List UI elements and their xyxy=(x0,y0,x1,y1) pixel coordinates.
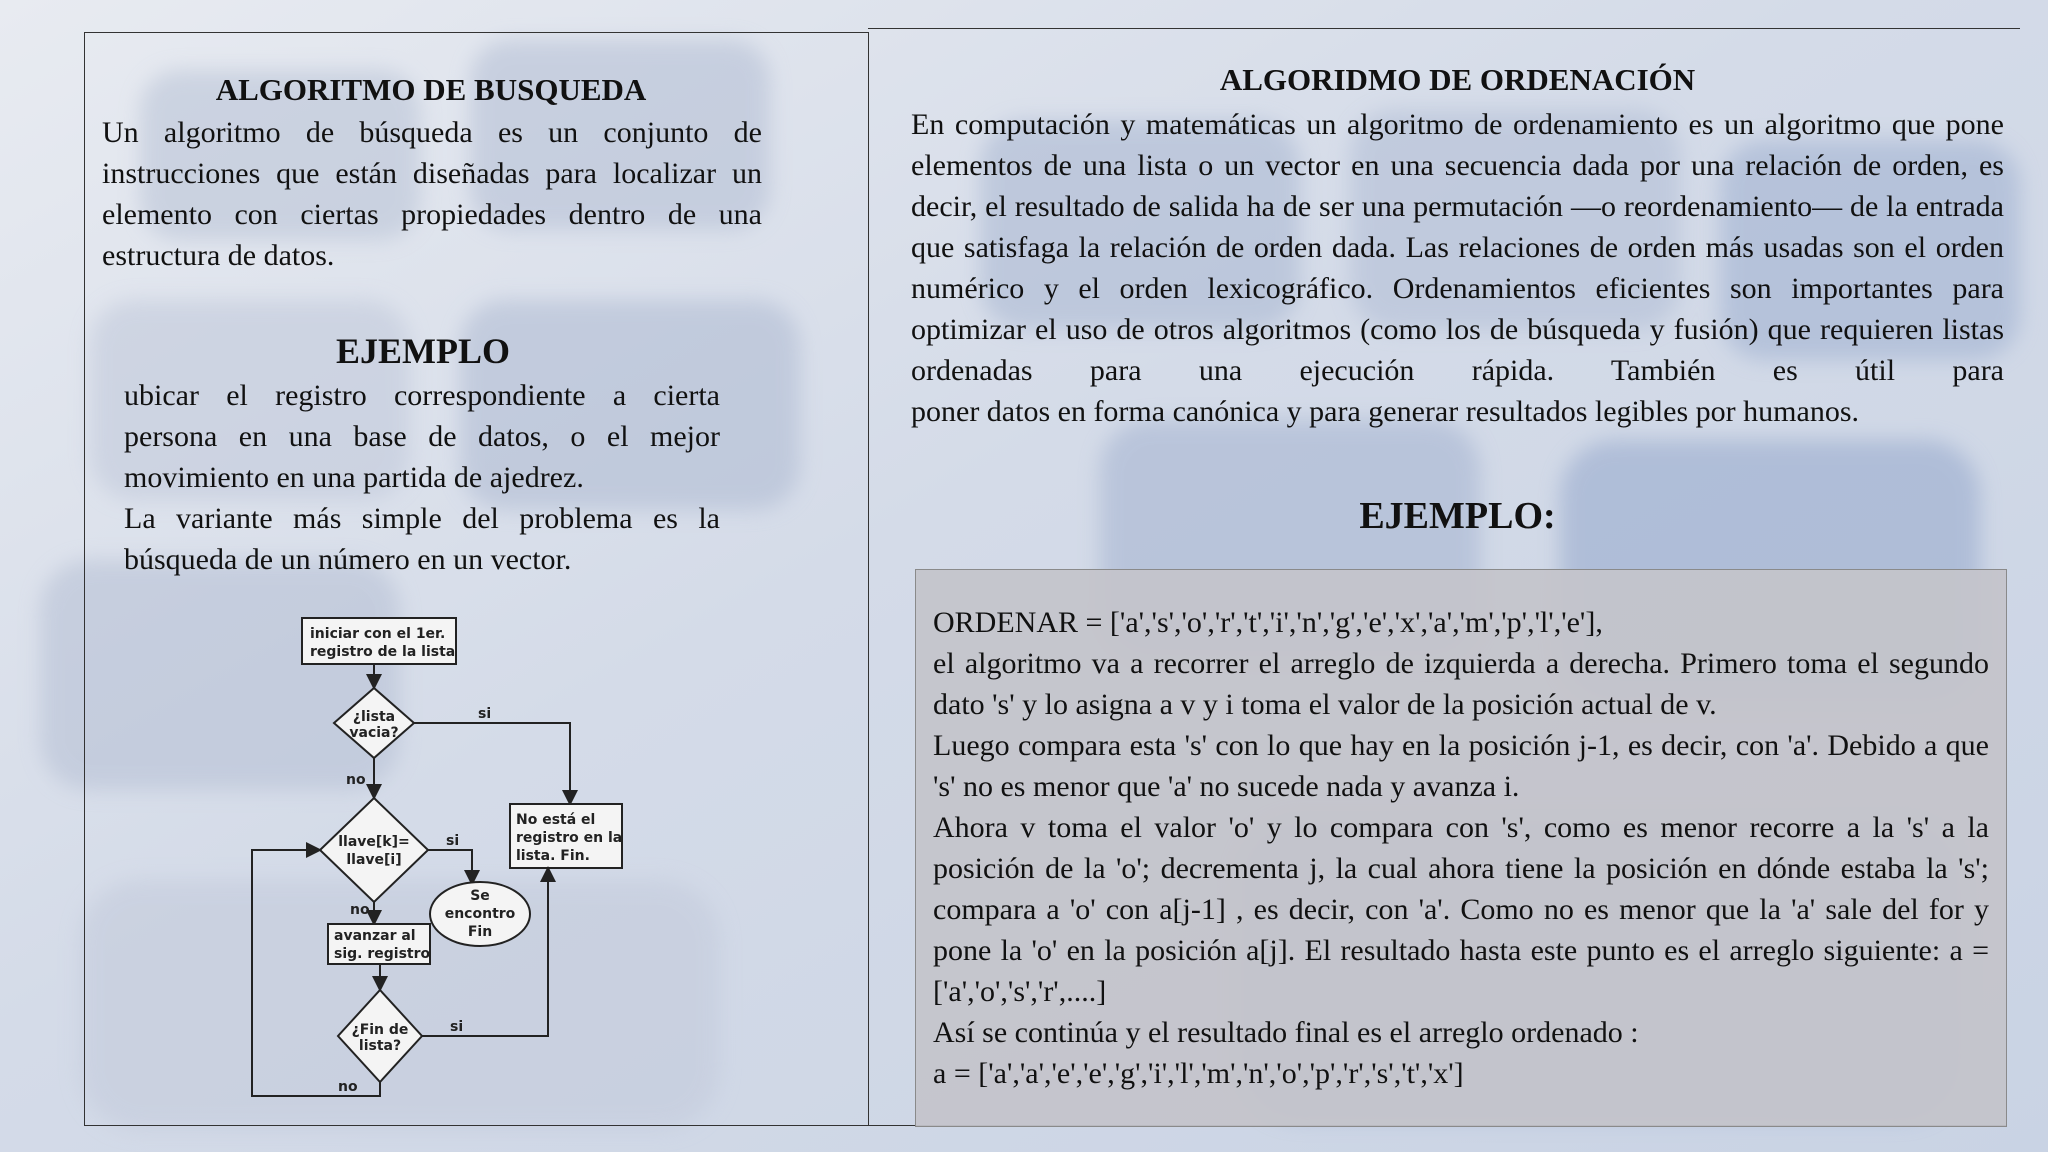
sorting-example-text xyxy=(933,602,1989,1094)
search-algorithm-intro: Un algoritmo de búsqueda es un conjunto de instrucciones que están diseñadas para localizar un elemento con ciertas propiedades dentro de una estructura de datos. xyxy=(102,116,762,272)
flow-found-text-1: Se xyxy=(470,888,490,904)
sorting-example-step-4: Así se continúa y el resultado final es el arreglo ordenado : xyxy=(933,1016,1639,1049)
sorting-example-box xyxy=(915,569,2007,1127)
flow-no-label-2: no xyxy=(350,902,370,918)
sorting-example-step-1: el algoritmo va a recorrer el arreglo de izquierda a derecha. Primero toma el segundo dato 's' y lo asigna a v y i toma el valor de la posición actual de v. xyxy=(933,647,1989,721)
flow-start-text-1: iniciar con el 1er. xyxy=(310,626,446,642)
search-example-paragraph-2: La variante más simple del problema es la búsqueda de un número en un vector. xyxy=(124,502,720,576)
flow-end-text-2: lista? xyxy=(358,1038,402,1054)
flow-empty-text-1: ¿lista xyxy=(352,709,396,725)
sorting-intro-main: En computación y matemáticas un algoritmo de ordenamiento es un algoritmo que pone elementos de una lista o un vector en una secuencia dada por una relación de orden, es decir, el resultado de salida ha de ser una permutación —o reordenamiento— de la entrada que satisfaga la relación de orden dada. Las relaciones de orden más usadas son el orden numérico y el orden lexicográfico. Ordenamientos eficientes son importantes para optimizar el uso de otros algoritmos (como los de búsqueda y fusión) que requieren listas ordenadas para una ejecución rápida. También es útil para xyxy=(911,108,2004,387)
search-example-paragraph-1: ubicar el registro correspondiente a cierta persona en una base de datos, o el mejor movimiento en una partida de ajedrez. xyxy=(124,379,720,494)
flow-advance-text-1: avanzar al xyxy=(334,928,416,944)
flow-no-label-1: no xyxy=(346,772,366,788)
flow-yes-label-2: si xyxy=(446,833,460,849)
flow-advance-text-2: sig. registro xyxy=(334,946,431,962)
sorting-algorithm-title: ALGORIDMO DE ORDENACIÓN xyxy=(1219,62,1696,97)
sorting-example-input-array: ORDENAR = ['a','s','o','r','t','i','n','g','e','x','a','m','p','l','e'], xyxy=(933,606,1603,639)
flow-notfound-text-3: lista. Fin. xyxy=(516,848,590,864)
flow-compare-text-2: llave[i] xyxy=(346,852,402,868)
sorting-example-result: a = ['a','a','e','e','g','i','l','m','n','o','p','r','s','t','x'] xyxy=(933,1057,1464,1090)
flow-yes-label-3: si xyxy=(450,1019,464,1035)
flow-yes-label-1: si xyxy=(478,706,492,722)
sorting-example-heading: EJEMPLO: xyxy=(1359,495,1556,537)
sorting-example-step-2: Luego compara esta 's' con lo que hay en la posición j-1, es decir, con 'a'. Debido a que 's' no es menor que 'a' no sucede nada y avanza i. xyxy=(933,729,1989,803)
frame-top-right xyxy=(868,28,2020,29)
sorting-algorithm-intro xyxy=(911,104,2004,432)
flow-connector xyxy=(414,723,570,804)
search-example-heading: EJEMPLO xyxy=(335,331,510,371)
frame-left xyxy=(84,32,85,1126)
search-algorithm-title: ALGORITMO DE BUSQUEDA xyxy=(215,72,647,107)
frame-top-left xyxy=(84,32,868,33)
flow-start-text-2: registro de la lista xyxy=(310,644,456,660)
flow-no-label-3: no xyxy=(338,1079,358,1095)
frame-divider xyxy=(868,32,869,1126)
flow-end-text-1: ¿Fin de xyxy=(351,1022,409,1038)
flow-empty-text-2: vacia? xyxy=(349,725,399,741)
search-flowchart xyxy=(240,608,640,1108)
sorting-intro-last-line: poner datos en forma canónica y para generar resultados legibles por humanos. xyxy=(911,395,1859,428)
flow-connector xyxy=(428,850,472,884)
flow-found-text-2: encontro xyxy=(444,906,516,922)
flow-compare-diamond xyxy=(320,798,428,902)
flow-notfound-text-1: No está el xyxy=(516,812,596,828)
sorting-example-step-3: Ahora v toma el valor 'o' y lo compara con 's', como es menor recorre a la 's' a la posición de la 'o'; decrementa j, la cual ahora tiene la posición en dónde estaba la 's'; compara a 'o' con a[j-1] , es decir, con 'a'. Como no es menor que la 'a' sale del for y pone la 'o' en la posición a[j]. El resultado hasta este punto es el arreglo siguiente: a = ['a','o','s','r',....] xyxy=(933,811,1989,1008)
flow-notfound-text-2: registro en la xyxy=(516,830,623,846)
flow-compare-text-1: llave[k]= xyxy=(338,834,410,850)
flow-found-text-3: Fin xyxy=(467,924,493,940)
